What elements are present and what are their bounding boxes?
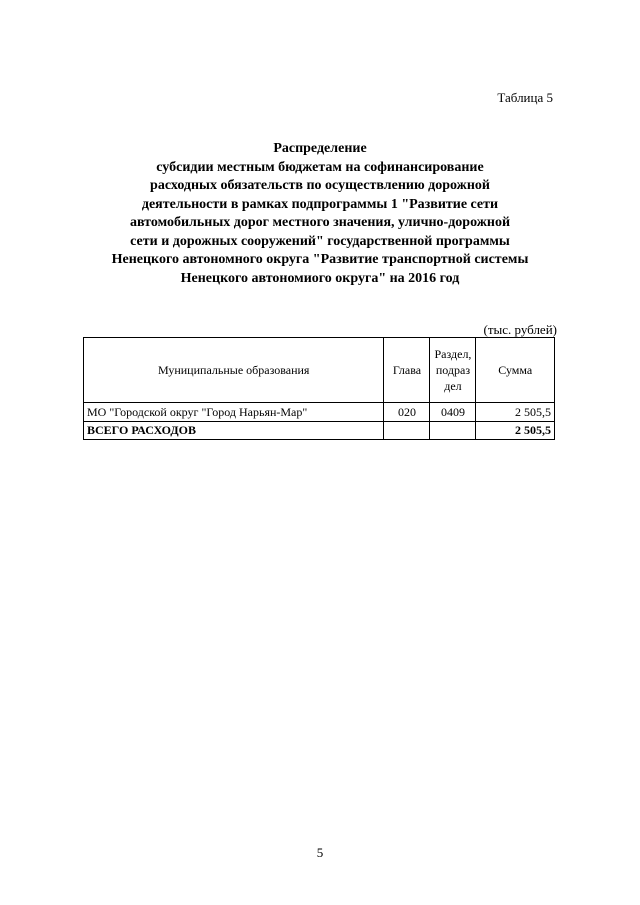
title-line: субсидии местным бюджетам на софинансирование [156,159,484,175]
header-chapter: Глава [384,338,430,403]
header-amount: Сумма [476,338,555,403]
title-line: сети и дорожных сооружений" государственной программы [130,233,510,249]
units-note: (тыс. рублей) [483,322,557,337]
header-section-line: подраз [435,363,471,377]
total-section-empty [430,422,476,440]
table-total-row [84,422,555,440]
header-section-line: дел [444,379,462,393]
page-number: 5 [316,845,324,860]
header-section [430,338,476,403]
header-section-line: Раздел, [434,347,472,361]
table-row [84,403,555,422]
document-title [80,140,560,288]
title-line: деятельности в рамках подпрограммы 1 "Развитие сети [141,196,499,212]
cell-amount: 2 505,5 [476,403,555,422]
total-amount: 2 505,5 [476,422,555,440]
cell-chapter: 020 [384,403,430,422]
cell-municipality: МО "Городской округ "Город Нарьян-Мар" [84,403,384,422]
title-line: автомобильных дорог местного значения, улично-дорожной [129,215,511,230]
total-chapter-empty [384,422,430,440]
table-header-row [84,338,555,403]
title-line: Ненецкого автономного округа "Развитие транспортной системы [111,252,529,267]
title-line: расходных обязательств по осуществлению дорожной [150,178,490,193]
subsidy-table [83,337,555,440]
total-label: ВСЕГО РАСХОДОВ [84,422,384,440]
table-label: Таблица 5 [497,90,553,105]
title-line: Распределение [273,141,367,156]
cell-section: 0409 [430,403,476,422]
title-line: Ненецкого автономиого округа" на 2016 год [180,270,460,286]
header-municipality: Муниципальные образования [84,338,384,403]
